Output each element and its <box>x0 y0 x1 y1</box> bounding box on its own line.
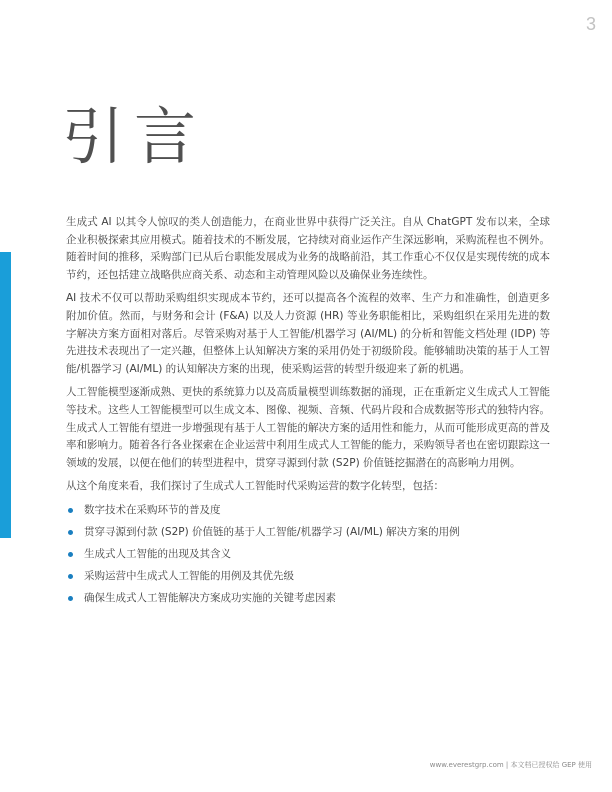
list-item-text: 生成式人工智能的出现及其含义 <box>84 547 231 560</box>
paragraph: 从这个角度来看，我们探讨了生成式人工智能时代采购运营的数字化转型，包括： <box>66 480 444 493</box>
bullet-icon <box>68 596 73 601</box>
accent-bar <box>0 252 11 538</box>
bullet-icon <box>68 574 73 579</box>
list-item <box>66 524 550 541</box>
bullet-icon <box>68 508 73 513</box>
page-number: 3 <box>585 14 596 34</box>
list-item-text: 确保生成式人工智能解决方案成功实施的关键考虑因素 <box>84 591 336 604</box>
list-item-text: 数字技术在采购环节的普及度 <box>84 503 221 516</box>
list-item <box>66 502 550 519</box>
list-item <box>66 590 550 607</box>
body-content <box>66 214 550 612</box>
list-item <box>66 546 550 563</box>
list-item <box>66 568 550 585</box>
list-item-text: 贯穿寻源到付款 (S2P) 价值链的基于人工智能/机器学习 (AI/ML) 解决方案的用例 <box>84 525 460 538</box>
bullet-list <box>66 502 550 607</box>
bullet-icon <box>68 530 73 535</box>
paragraph: 人工智能模型逐渐成熟、更快的系统算力以及高质量模型训练数据的涌现，正在重新定义生成式人工智能等技术。这些人工智能模型可以生成文本、图像、视频、音频、代码片段和合成数据等形式的独特内容。生成式人工智能有望进一步增强现有基于人工智能的解决方案的适用性和能力，从而可能形成更高的普及率和影响力。随着各行各业探索在企业运营中利用生成式人工智能的能力，采购领导者也在密切跟踪这一领域的发展，以便在他们的转型进程中，贯穿寻源到付款 (S2P) 价值链挖掘潜在的高影响力用例。 <box>66 386 550 469</box>
footer: www.everestgrp.com | 本文档已授权给 GEP 使用 <box>429 761 592 769</box>
list-item-text: 采购运营中生成式人工智能的用例及其优先级 <box>84 569 294 582</box>
page-title: 引言 <box>62 100 207 173</box>
paragraph: 生成式 AI 以其令人惊叹的类人创造能力，在商业世界中获得广泛关注。自从 ChatGPT 发布以来，全球企业积极探索其应用模式。随着技术的不断发展，它持续对商业运作产生深远影响，采购流程也不例外。随着时间的推移，采购部门已从后台职能发展成为业务的战略前沿，其工作重心不仅仅是实现传统的成本节约，还包括建立战略供应商关系、动态和主动管理风险以及确保业务连续性。 <box>66 216 550 281</box>
paragraph: AI 技术不仅可以帮助采购组织实现成本节约，还可以提高各个流程的效率、生产力和准确性，创造更多附加价值。然而，与财务和会计 (F&A) 以及人力资源 (HR) 等业务职能相比，采购组织在采用先进的数字解决方案方面相对落后。尽管采购对基于人工智能/机器学习 (AI/ML) 的分析和智能文档处理 (IDP) 等先进技术表现出了一定兴趣，但整体上认知解决方案的采用仍处于初级阶段。能够辅助决策的基于人工智能/机器学习 (AI/ML) 的认知解决方案的出现，使采购运营的转型升级迎来了新的机遇。 <box>66 292 550 375</box>
bullet-icon <box>68 552 73 557</box>
